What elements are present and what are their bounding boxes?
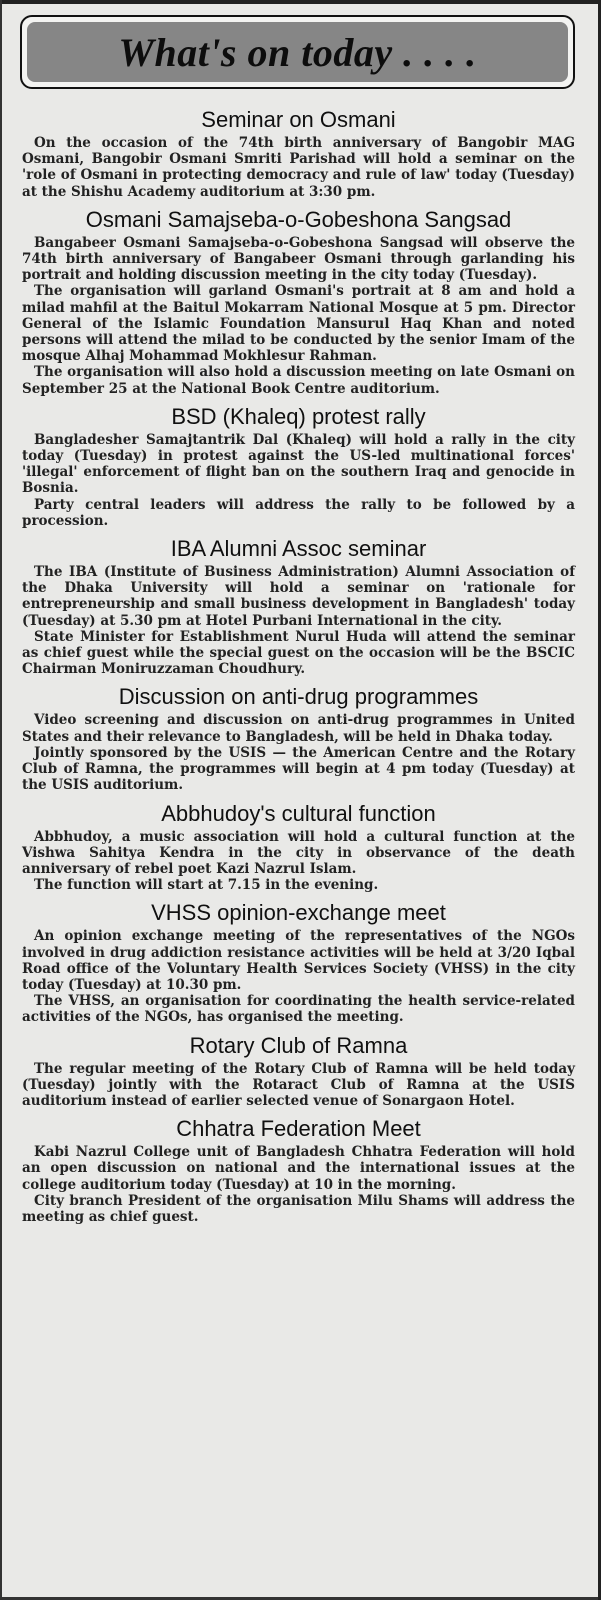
event-heading: Chhatra Federation Meet [176, 1116, 421, 1142]
event-paragraph: Party central leaders will address the rally to be followed by a procession. [22, 496, 575, 529]
event-paragraph: Video screening and discussion on anti-drug programmes in United States and their relevance to Bangladesh, will be held in Dhaka today. [22, 712, 575, 745]
event-paragraph: An opinion exchange meeting of the representatives of the NGOs involved in drug addiction resistance activities will be held at 3/20 Iqbal Road office of the Voluntary Health Services Society (VHSS) in the city today (Tuesday) at 10.30 pm. [22, 928, 575, 993]
event-item [22, 899, 575, 1025]
event-paragraph: The regular meeting of the Rotary Club of Ramna will be held today (Tuesday) jointly with the Rotaract Club of Ramna at the USIS auditorium instead of earlier selected venue of Sonargaon Hotel. [22, 1060, 575, 1109]
top-rule [2, 0, 598, 4]
section-banner [20, 15, 575, 89]
event-paragraph: The VHSS, an organisation for coordinating the health service-related activities of the NGOs, has organised the meeting. [22, 993, 575, 1026]
events-list [22, 100, 575, 1228]
event-heading: BSD (Khaleq) protest rally [171, 403, 426, 429]
event-paragraph: Kabi Nazrul College unit of Bangladesh Chhatra Federation will hold an open discussion on national and the international issues at the college auditorium today (Tuesday) at 10 in the morning. [22, 1144, 575, 1193]
event-paragraph: The IBA (Institute of Business Administration) Alumni Association of the Dhaka University will hold a seminar on 'rationale for entrepreneurship and small business development in Bangladesh' today (Tuesday) at 5.30 pm at Hotel Purbani International in the city. [22, 564, 575, 629]
event-paragraph: Bangladesher Samajtantrik Dal (Khaleq) will hold a rally in the city today (Tuesday) in protest against the US-led multinational forces' 'illegal' enforcement of flight ban on the southern Iraq and genocide in Bosnia. [22, 431, 575, 497]
event-heading: Discussion on anti-drug programmes [118, 684, 479, 710]
event-heading: Seminar on Osmani [201, 107, 396, 132]
event-paragraph: Bangabeer Osmani Samajseba-o-Gobeshona Sangsad will observe the 74th birth anniversary of Bangabeer Osmani through garlanding his portrait and holding discussion meeting in the city today (Tuesday). [22, 234, 575, 284]
event-paragraph: Jointly sponsored by the USIS — the American Centre and the Rotary Club of Ramna, the programmes will begin at 4 pm today (Tuesday) at the USIS auditorium. [22, 744, 575, 794]
event-item [22, 106, 575, 200]
event-paragraph: Abbhudoy, a music association will hold a cultural function at the Vishwa Sahitya Kendra in the city in observance of the death anniversary of rebel poet Kazi Nazrul Islam. [22, 828, 575, 877]
event-paragraph: The function will start at 7.15 in the evening. [34, 877, 379, 894]
event-paragraph: The organisation will also hold a discussion meeting on late Osmani on September 25 at the National Book Centre auditorium. [22, 364, 575, 397]
event-paragraph: The organisation will garland Osmani's portrait at 8 am and hold a milad mahfil at the Baitul Mokarram National Mosque at 5 pm. Director General of the Islamic Foundation Mansurul Haq Khan and noted persons will attend the milad to be conducted by the senior Imam of the mosque Alhaj Mohammad Mokhlesur Rahman. [22, 283, 575, 365]
event-item [22, 403, 575, 529]
event-heading: IBA Alumni Assoc seminar [170, 536, 427, 562]
event-heading: VHSS opinion-exchange meet [151, 900, 446, 926]
event-heading: Abbhudoy's cultural function [161, 800, 436, 826]
event-item [22, 1115, 575, 1225]
event-item [22, 206, 575, 397]
event-paragraph: City branch President of the organisation Milu Shams will address the meeting as chief guest. [22, 1192, 575, 1225]
event-heading: Osmani Samajseba-o-Gobeshona Sangsad [85, 206, 512, 232]
event-item [22, 1032, 575, 1110]
event-paragraph: State Minister for Establishment Nurul Huda will attend the seminar as chief guest while the special guest on the occasion will be the BSCIC Chairman Moniruzzaman Choudhury. [22, 628, 575, 678]
event-heading: Rotary Club of Ramna [189, 1032, 408, 1058]
event-item [22, 683, 575, 793]
event-item [22, 535, 575, 677]
banner-title: What's on today . . . . [27, 22, 568, 82]
event-paragraph: On the occasion of the 74th birth anniversary of Bangobir MAG Osmani, Bangobir Osmani Smriti Parishad will hold a seminar on the 'role of Osmani in protecting democracy and rule of law' today (Tuesday) at the Shishu Academy auditorium at 3:30 pm. [22, 135, 575, 200]
event-item [22, 800, 575, 894]
